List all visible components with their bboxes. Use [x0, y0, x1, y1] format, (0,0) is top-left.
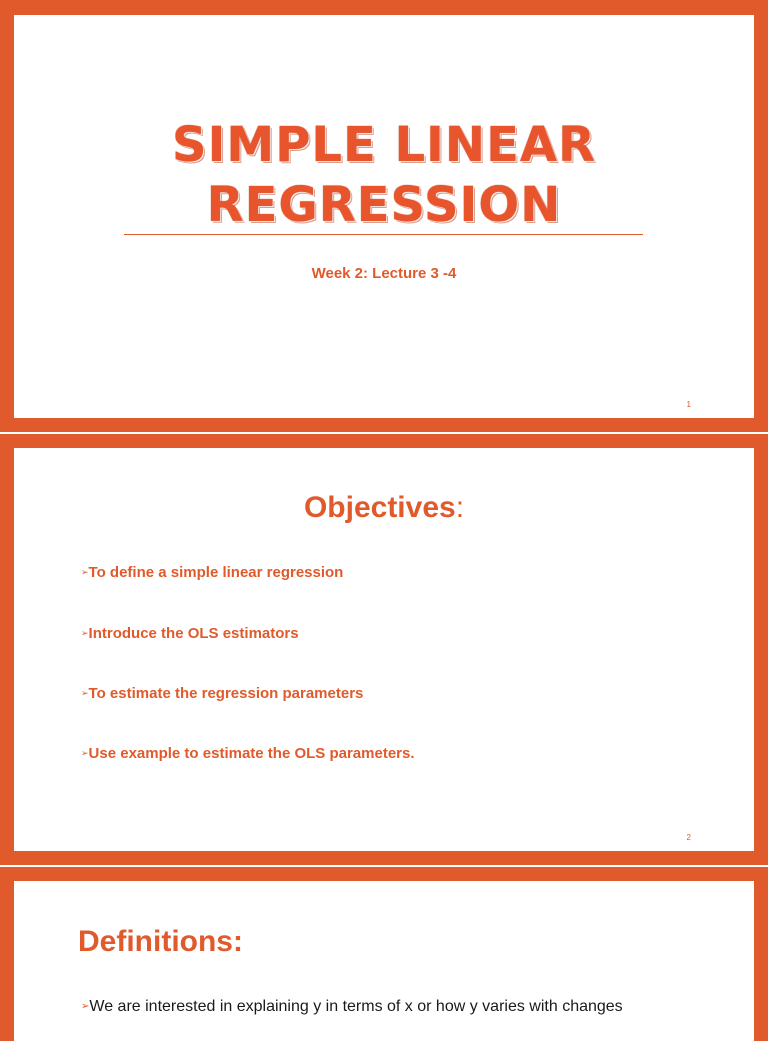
objective-item	[81, 625, 299, 642]
bullet-arrow-icon: ➢	[81, 628, 89, 638]
bullet-arrow-icon: ➢	[81, 748, 89, 758]
objective-text: To estimate the regression parameters	[88, 685, 364, 702]
objective-text: Introduce the OLS estimators	[88, 625, 299, 642]
definition-item	[81, 998, 623, 1016]
slide-2	[14, 448, 754, 851]
objective-item	[81, 745, 415, 762]
definition-text: We are interested in explaining y in terms of x or how y varies with changes	[89, 998, 623, 1015]
objective-item	[81, 685, 363, 702]
page-number: 1	[686, 400, 691, 409]
objectives-title-colon: :	[455, 491, 465, 524]
objective-item	[81, 564, 343, 581]
slide-1	[14, 15, 754, 418]
bullet-arrow-icon: ➢	[81, 1001, 90, 1012]
slide-divider	[0, 865, 768, 867]
objectives-title	[14, 491, 754, 525]
slide-3	[14, 881, 754, 1041]
bullet-arrow-icon: ➢	[81, 567, 89, 577]
page-number: 2	[686, 833, 691, 842]
definitions-title: Definitions:	[78, 925, 243, 958]
title-line-2: REGRESSION	[206, 177, 562, 233]
slide-subtitle: Week 2: Lecture 3 -4	[311, 265, 457, 282]
objective-text: Use example to estimate the OLS parameters.	[88, 745, 415, 762]
bullet-arrow-icon: ➢	[81, 688, 89, 698]
title-underline	[124, 234, 643, 235]
slide-title	[14, 115, 754, 235]
title-line-1: SIMPLE LINEAR	[172, 117, 596, 173]
slide-divider	[0, 432, 768, 434]
objective-text: To define a simple linear regression	[88, 564, 344, 581]
objectives-title-text: Objectives	[303, 491, 456, 524]
